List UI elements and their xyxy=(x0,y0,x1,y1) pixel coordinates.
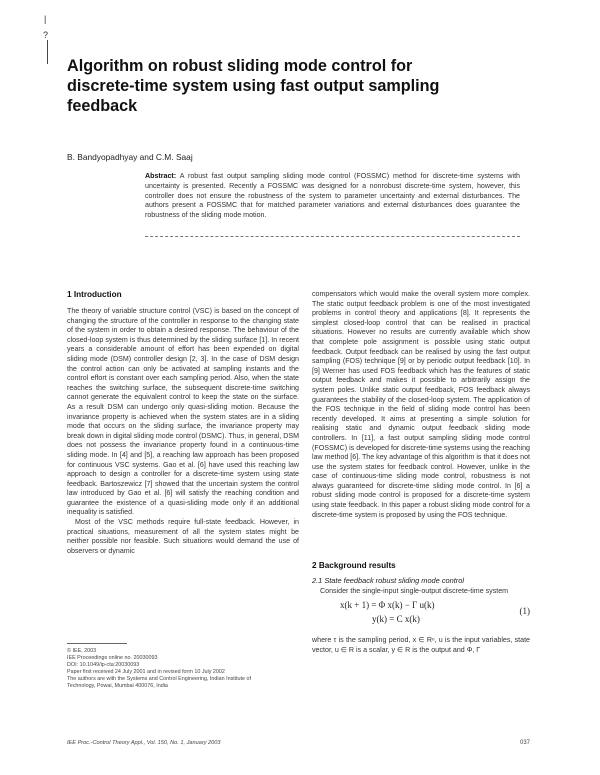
subsection-text xyxy=(312,587,530,597)
intro-heading: 1 Introduction xyxy=(67,290,122,299)
abstract-label: Abstract: xyxy=(145,172,177,180)
footnote-received: Paper first received 24 July 2001 and in revised form 10 July 2002 xyxy=(67,669,225,676)
footnote-copyright: © IEE, 2003 xyxy=(67,648,97,654)
equation-line-1: x(k + 1) = Φ x(k) − Γ u(k) xyxy=(340,600,435,610)
running-head: IEE Proc.-Control Theory Appl., Vol. 150, No. 1, January 2003 xyxy=(67,740,221,746)
equation-1 xyxy=(320,598,530,630)
subsection-heading: 2.1 State feedback robust sliding mode control xyxy=(312,576,465,585)
after-equation-text xyxy=(312,636,530,655)
margin-mark-top: | xyxy=(44,14,47,24)
authors: B. Bandyopadhyay and C.M. Saaj xyxy=(67,152,193,162)
footnote-doi: DOI: 10.1049/ip-cta:20030093 xyxy=(67,662,140,669)
subsection-paragraph: Consider the single-input single-output discrete-time system xyxy=(320,587,509,595)
page-number: 037 xyxy=(520,740,531,746)
background-heading: 2 Background results xyxy=(312,561,396,570)
right-column xyxy=(312,290,530,552)
footnotes xyxy=(67,648,277,691)
left-column xyxy=(67,307,299,635)
footnote-affiliation: The authors are with the Systems and Control Engineering, Indian Institute of Technology, Powai, Mumbai 400076, India xyxy=(67,676,251,690)
footnote-rule xyxy=(67,643,127,644)
abstract-divider xyxy=(145,236,520,237)
abstract xyxy=(145,172,520,221)
footnote-online: IEE Proceedings online no. 20030093 xyxy=(67,655,158,662)
equation-line-2: y(k) = C x(k) xyxy=(372,614,420,624)
after-equation-paragraph: where τ is the sampling period, x ∈ Rⁿ, u is the input variables, state vector, u ∈ R is a scalar, y ∈ R is the output and Φ, Γ xyxy=(312,636,530,654)
paper-title: Algorithm on robust sliding mode control for discrete-time system using fast output sampling feedback xyxy=(67,57,440,115)
margin-rule xyxy=(47,40,48,64)
intro-paragraph-1: The theory of variable structure control (VSC) is based on the concept of changing the structure of the controller in response to the changing state of the system in order to obtain a desired response. The behaviour of the closed-loop system is thus determined by the sliding surface [1]. In recent years a considerable amount of effort has been expended on digital sliding mode (DSM) controller design [2, 3]. In the case of DSM design the control action can only be activated at sampling instants and the control effort is constant over each sampling period. Also, when the state reaches the switching surface, the subsequent discrete-time switching cannot generate the equivalent control to keep the state on the surface. As a result DSM can undergo only quasi-sliding motion. Because the invariance property is achieved when the system states are in a sliding mode that occurs on the sliding surface, the invariance property may break down in digital sliding mode control (DSMC). Thus, in general, DSM does not possess the invariance property found in a continuous-time sliding mode. In [4] and [5], a reaching law approach has been proposed for continuous VSC systems. Gao et al. [6] have used this reaching law approach to design a controller for a discrete-time system using state feedback. Bartoszewicz [7] showed that the uncertain system the control law introduced by Gao et al. [6] will satisfy the reaching condition and guarantee the existence of a quasi-sliding mode only if an additional inequality is satisfied. xyxy=(67,307,299,517)
equation-number: (1) xyxy=(519,606,530,616)
margin-mark-side: ? xyxy=(43,30,49,40)
right-paragraph-1: compensators which would make the overall system more complex. The static output feedback problem is one of the most investigated problems in control theory and applications [8]. It represents the simplest closed-loop control that can be realised in practical situations. However no results are currently available which show that complete pole assignment is possible using static output feedback. Output feedback can be realised by using the fast output sampling (FOS) technique [9] or by periodic output feedback [10]. In [9] Werner has used FOS feedback which has the features of static output feedback and makes it possible to arbitrarily assign the system poles. Unlike static output feedback, FOS feedback always guarantees the stability of the closed-loop system. The application of the FOS technique in the field of sliding mode control has been recently developed. It aims at presenting a simple solution for realising static and dynamic output feedback sliding mode controllers. In [11], a fast output sampling sliding mode control (FOSSMC) is developed for discrete-time systems using the reaching law method [6]. The key advantage of this algorithm is that it does not use the system states for feedback control. However, unlike in the case of continuous-time sliding mode control, robustness is not always guaranteed for discrete-time sliding mode control. In [6] a robust sliding mode control is proposed for a discrete-time system using state feedback. In this paper a robust sliding mode control for a discrete-time system is proposed by using the FOS technique. xyxy=(312,290,530,519)
intro-paragraph-2: Most of the VSC methods require full-state feedback. However, in practical situations, measurement of all the system states might be neither possible nor feasible. Such situations would demand the use of observers or dynamic xyxy=(67,518,299,555)
abstract-text: A robust fast output sampling sliding mode control (FOSSMC) method for discrete-time systems with uncertainty is presented. Recently a FOSSMC was designed for a nonrobust discrete-time system, however, this controller does not ensure the robustness of the system to parameter uncertainty and external disturbances. The authors present a FOSSMC that for matched parameter variations and external disturbances does guarantee the robustness of the sliding mode motion. xyxy=(145,172,520,220)
